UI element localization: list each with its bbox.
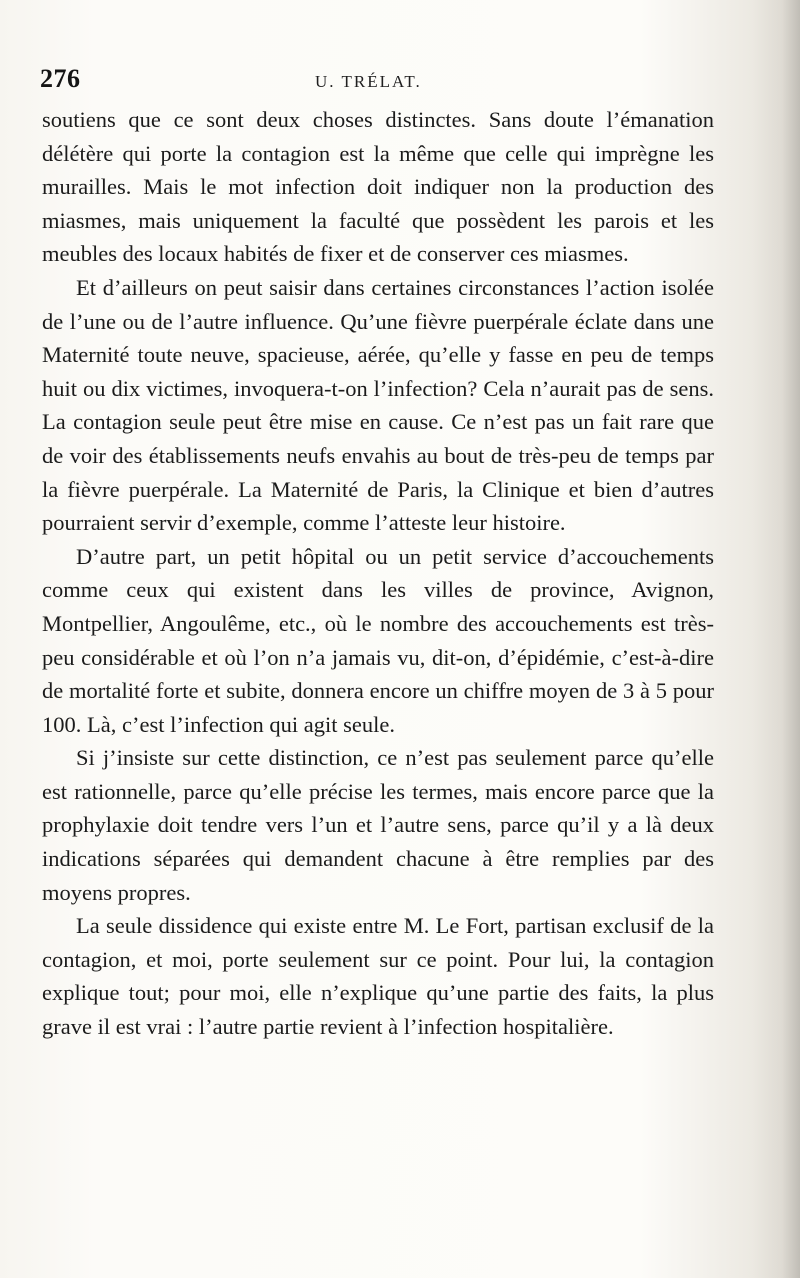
paragraph-1: soutiens que ce sont deux choses distinctes. Sans doute l’émanation délétère qui porte la contagion est la même que celle qui imprègne les murailles. Mais le mot infection doit indiquer non la production des miasmes, mais uniquement la faculté que possèdent les parois et les meubles des locaux habités de fixer et de conserver ces miasmes. [42,107,714,267]
body-text [42,103,714,1044]
paragraph-5: La seule dissidence qui existe entre M. Le Fort, partisan exclusif de la contagion, et moi, porte seulement sur ce point. Pour lui, la contagion explique tout; pour moi, elle n’explique qu’une partie des faits, la plus grave il est vrai : l’autre partie revient à l’infection hospitalière. [42,913,714,1040]
paragraph-4: Si j’insiste sur cette distinction, ce n’est pas seulement parce qu’elle est rationnelle, parce qu’elle précise les termes, mais encore parce que la prophylaxie doit tendre vers l’un et l’autre sens, parce qu’il y a là deux indications séparées qui demandent chacune à être remplies par des moyens propres. [42,745,714,905]
page-header [40,64,730,104]
running-head: U. TRÉLAT. [315,72,422,91]
paragraph-3: D’autre part, un petit hôpital ou un petit service d’accouchements comme ceux qui existent dans les villes de province, Avignon, Montpellier, Angoulême, etc., où le nombre des accouchements est très-peu considérable et où l’on n’a jamais vu, dit-on, d’épidémie, c’est-à-dire de mortalité forte et subite, donnera encore un chiffre moyen de 3 à 5 pour 100. Là, c’est l’infection qui agit seule. [42,543,714,737]
paragraph-2: Et d’ailleurs on peut saisir dans certaines circonstances l’action isolée de l’une ou de l’autre influence. Qu’une fièvre puerpérale éclate dans une Maternité toute neuve, spacieuse, aérée, qu’elle y fasse en peu de temps huit ou dix victimes, invoquera-t-on l’infection? Cela n’aurait pas de sens. La contagion seule peut être mise en cause. Ce n’est pas un fait rare que de voir des établissements neufs envahis au bout de très-peu de temps par la fièvre puerpérale. La Maternité de Paris, la Clinique et bien d’autres pourraient servir d’exemple, comme l’atteste leur histoire. [42,274,714,536]
page-number: 276 [40,64,81,93]
page-edge-shadow [782,0,800,1278]
